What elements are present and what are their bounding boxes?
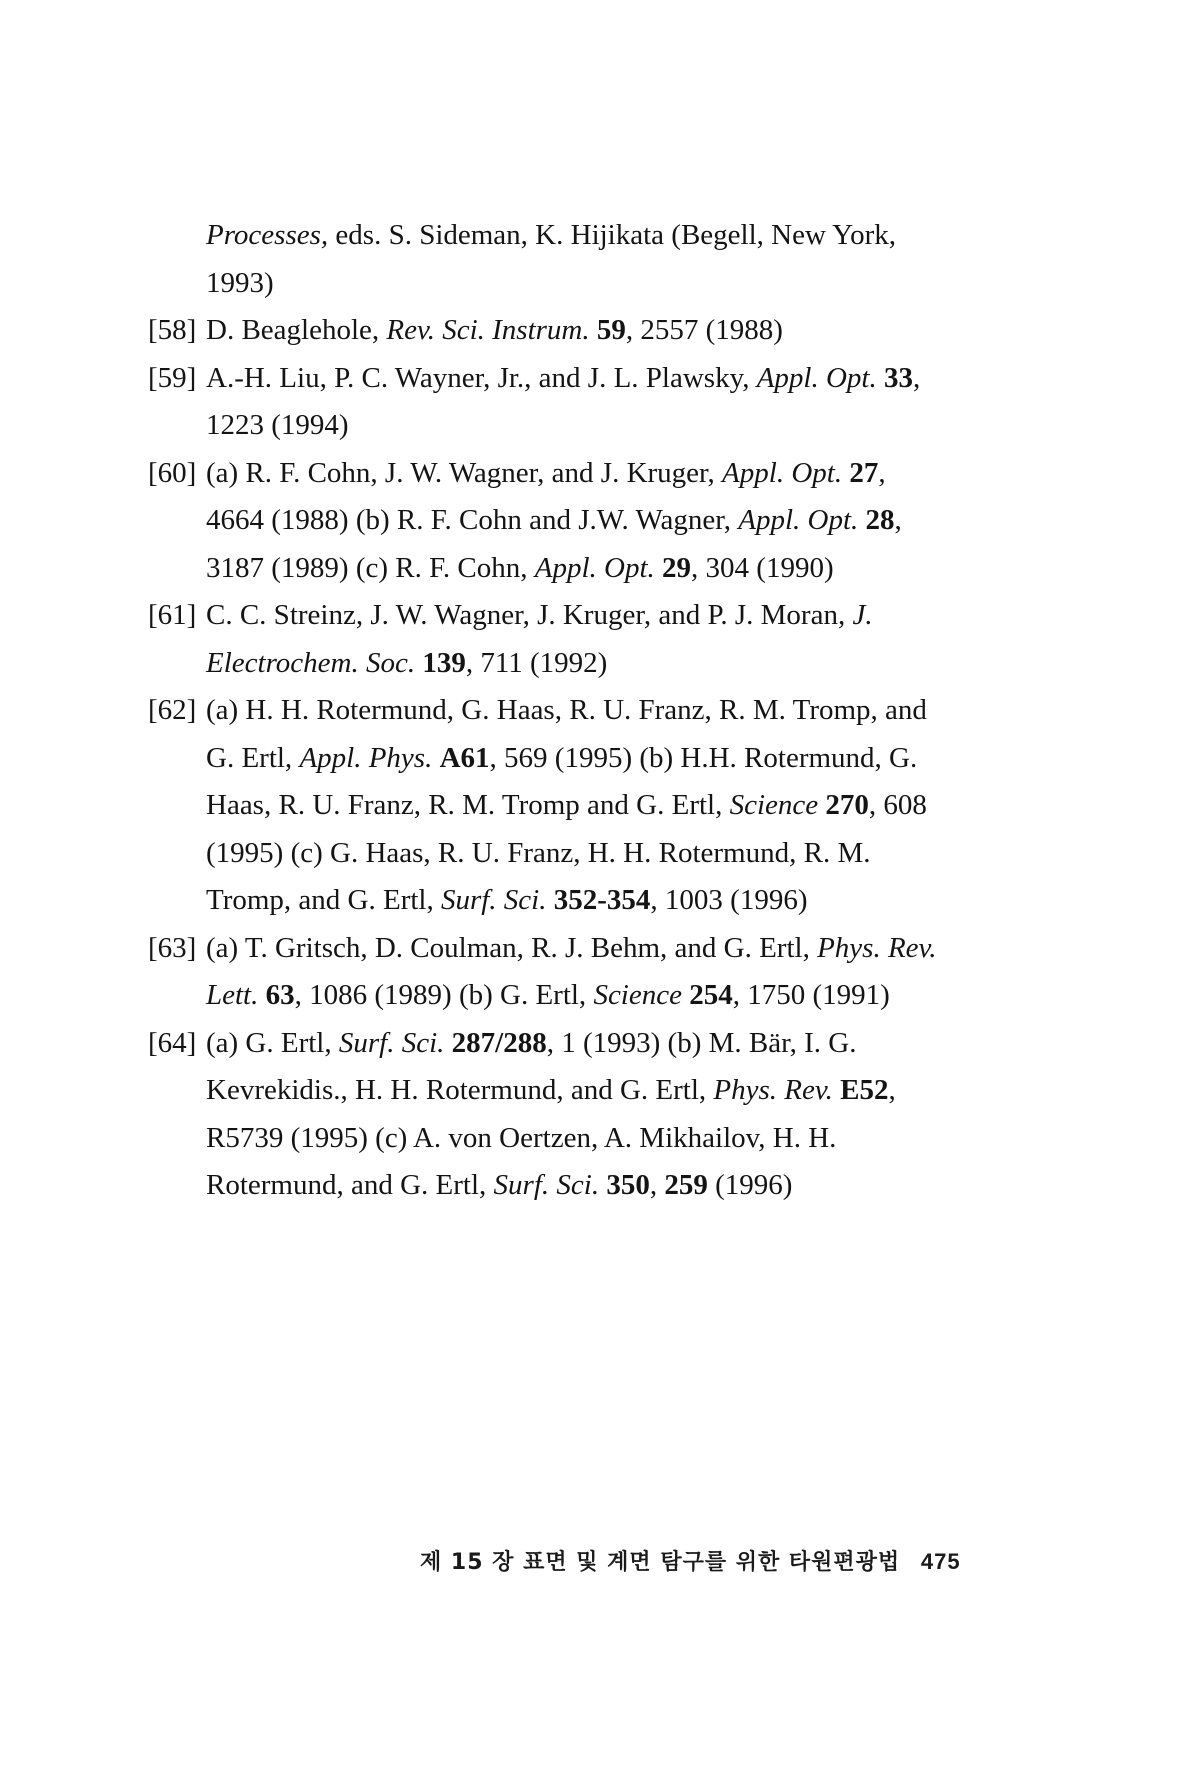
reference-text: eds. S. Sideman, K. Hijikata (Begell, New York, xyxy=(328,219,897,251)
journal-title: Appl. Opt. xyxy=(756,361,877,394)
reference-text xyxy=(547,877,554,925)
reference-entry-start xyxy=(148,687,996,735)
volume-number: 33 xyxy=(883,361,913,394)
reference-number: [61] xyxy=(148,599,197,631)
reference-text xyxy=(877,355,884,403)
journal-title: Appl. Opt. xyxy=(738,504,859,536)
page-footer xyxy=(420,1545,961,1576)
reference-line xyxy=(206,212,996,260)
reference-number: [60] xyxy=(148,456,197,489)
journal-title: Phys. Rev. xyxy=(817,931,937,964)
journal-title: Rev. Sci. Instrum. xyxy=(386,314,590,346)
journal-title: Phys. Rev. xyxy=(713,1074,833,1106)
reference-text: (a) H. H. Rotermund, G. Haas, R. U. Franz, R. M. Tromp, and xyxy=(206,694,927,726)
reference-text: 1223 (1994) xyxy=(206,409,349,441)
reference-entry-start xyxy=(148,1020,996,1068)
reference-text: , xyxy=(878,456,886,489)
reference-line xyxy=(206,497,996,545)
reference-text: , 2557 (1988) xyxy=(625,314,783,346)
reference-number: [58] xyxy=(148,314,197,346)
reference-line xyxy=(206,1115,996,1163)
journal-title: J. xyxy=(852,599,873,631)
reference-text: Kevrekidis., H. H. Rotermund, and G. Ertl, xyxy=(206,1074,714,1106)
reference-text: , 569 (1995) (b) H.H. Rotermund, G. xyxy=(489,741,918,774)
reference-text xyxy=(432,735,439,783)
reference-text xyxy=(842,450,849,498)
reference-entry-start xyxy=(148,450,996,498)
journal-title: Lett. xyxy=(206,979,259,1011)
reference-text: (a) T. Gritsch, D. Coulman, R. J. Behm, and G. Ertl, xyxy=(206,931,818,964)
journal-title: Appl. Opt. xyxy=(722,456,843,489)
journal-title: Science xyxy=(729,789,819,821)
journal-title: Electrochem. Soc. xyxy=(206,646,416,679)
running-title: 제 15 장 표면 및 계면 탐구를 위한 타원편광법 xyxy=(420,1550,901,1575)
reference-text: Rotermund, and G. Ertl, xyxy=(206,1169,494,1201)
journal-title: Surf. Sci. xyxy=(440,884,547,916)
reference-text xyxy=(444,1020,451,1068)
volume-number: 59 xyxy=(596,314,626,346)
journal-title: Surf. Sci. xyxy=(338,1026,445,1059)
reference-list xyxy=(148,212,996,1210)
journal-title: Appl. Phys. xyxy=(299,741,433,774)
reference-line xyxy=(206,402,996,450)
reference-text xyxy=(415,640,422,688)
reference-entry-start xyxy=(148,355,996,403)
journal-title: Processes, xyxy=(206,219,329,251)
reference-entry-start xyxy=(148,307,996,355)
reference-number: [62] xyxy=(148,694,197,726)
reference-line xyxy=(206,1067,996,1115)
journal-title: Surf. Sci. xyxy=(493,1169,600,1201)
reference-text: 3187 (1989) (c) R. F. Cohn, xyxy=(206,551,535,584)
reference-text: (1996) xyxy=(707,1169,793,1201)
volume-number: E52 xyxy=(840,1074,889,1106)
journal-title: Science xyxy=(593,979,682,1011)
volume-number: A61 xyxy=(439,741,490,774)
reference-line xyxy=(206,972,996,1020)
volume-number: 139 xyxy=(422,646,466,679)
reference-line xyxy=(206,545,996,593)
reference-text: , 1 (1993) (b) M. Bär, I. G. xyxy=(546,1026,857,1059)
volume-number: 352-354 xyxy=(553,884,651,916)
reference-text: A.-H. Liu, P. C. Wayner, Jr., and J. L. Plawsky, xyxy=(206,361,757,394)
volume-number: 27 xyxy=(849,456,879,489)
reference-text: , xyxy=(888,1074,896,1106)
reference-number: [59] xyxy=(148,361,197,394)
volume-number: 63 xyxy=(265,979,295,1011)
reference-text: (a) R. F. Cohn, J. W. Wagner, and J. Kruger, xyxy=(206,456,723,489)
reference-number: [63] xyxy=(148,931,197,964)
reference-text: Haas, R. U. Franz, R. M. Tromp and G. Ertl, xyxy=(206,789,730,821)
reference-text: , 304 (1990) xyxy=(691,551,834,584)
reference-line xyxy=(206,877,996,925)
reference-text xyxy=(590,307,597,355)
reference-line xyxy=(206,640,996,688)
reference-text: (a) G. Ertl, xyxy=(206,1026,339,1059)
reference-text: 4664 (1988) (b) R. F. Cohn and J.W. Wagner, xyxy=(206,504,739,536)
reference-text: , xyxy=(912,361,921,394)
reference-text: 1993) xyxy=(206,266,274,299)
volume-number: 350 xyxy=(606,1169,650,1201)
reference-text: D. Beaglehole, xyxy=(206,314,387,346)
reference-line xyxy=(206,1162,996,1210)
reference-text: , 1003 (1996) xyxy=(650,884,808,916)
page-number: 475 xyxy=(920,1549,961,1574)
reference-number: [64] xyxy=(148,1026,197,1059)
reference-text xyxy=(258,972,265,1020)
reference-line xyxy=(206,735,996,783)
reference-line xyxy=(206,782,996,830)
reference-text: G. Ertl, xyxy=(206,741,300,774)
reference-text: , xyxy=(894,504,902,536)
volume-number: 29 xyxy=(662,551,692,584)
journal-title: Appl. Opt. xyxy=(534,551,655,584)
reference-text: , xyxy=(649,1169,665,1201)
reference-entry-start xyxy=(148,592,996,640)
volume-number: 270 xyxy=(825,789,869,821)
reference-text: R5739 (1995) (c) A. von Oertzen, A. Mikhailov, H. H. xyxy=(206,1121,837,1154)
reference-text xyxy=(833,1067,840,1115)
reference-text: Tromp, and G. Ertl, xyxy=(206,884,441,916)
volume-number: 287/288 xyxy=(451,1026,547,1059)
reference-line xyxy=(206,260,996,308)
reference-text xyxy=(858,497,865,545)
reference-text xyxy=(599,1162,606,1210)
volume-number: 28 xyxy=(865,504,895,536)
reference-text: , 711 (1992) xyxy=(465,646,608,679)
reference-text: , 608 xyxy=(868,789,927,821)
reference-text xyxy=(655,545,662,593)
reference-text: C. C. Streinz, J. W. Wagner, J. Kruger, and P. J. Moran, xyxy=(206,599,853,631)
volume-number: 259 xyxy=(664,1169,708,1201)
reference-text xyxy=(682,972,689,1020)
reference-text: (1995) (c) G. Haas, R. U. Franz, H. H. Rotermund, R. M. xyxy=(206,836,871,869)
reference-text xyxy=(818,782,825,830)
reference-line xyxy=(206,830,996,878)
volume-number: 254 xyxy=(689,979,733,1011)
reference-text: , 1750 (1991) xyxy=(732,979,890,1011)
reference-text: , 1086 (1989) (b) G. Ertl, xyxy=(294,979,594,1011)
reference-entry-start xyxy=(148,925,996,973)
